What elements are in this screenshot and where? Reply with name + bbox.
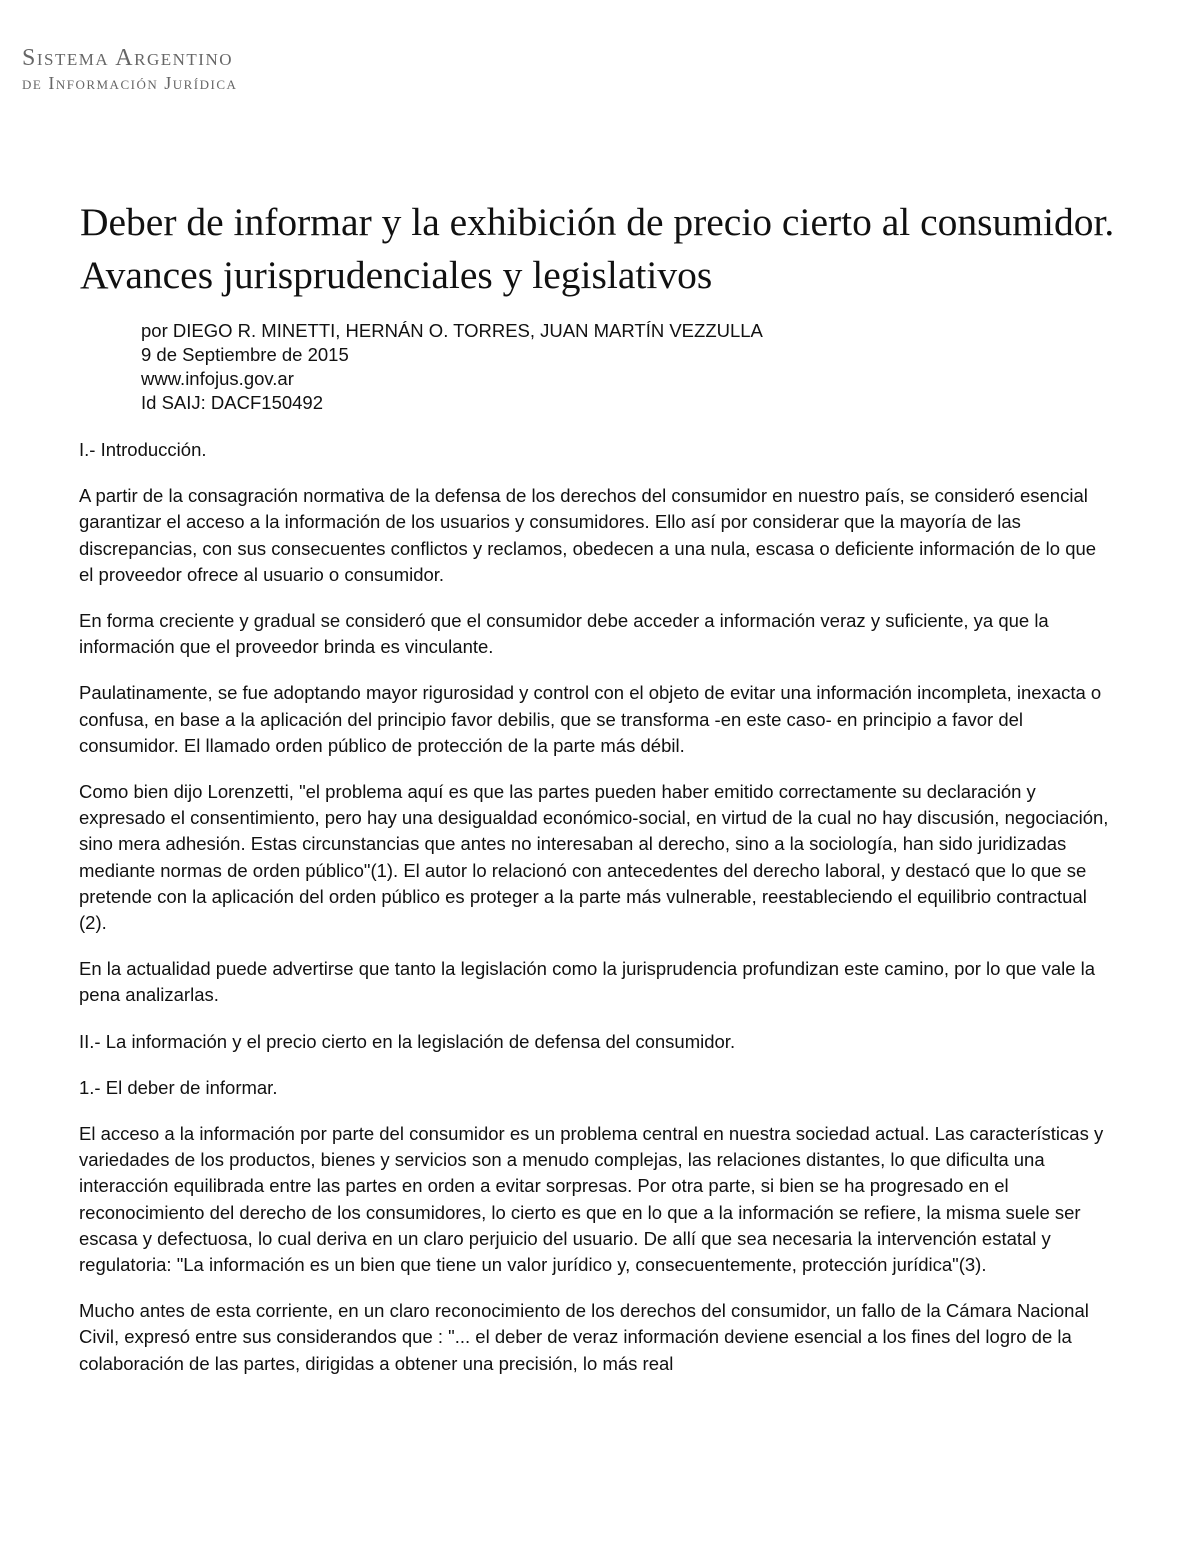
article-title: Deber de informar y la exhibición de precio cierto al consumidor. Avances jurisprudenciales y legislativos (80, 200, 1115, 297)
website-url: www.infojus.gov.ar (141, 368, 294, 389)
authors-line: por DIEGO R. MINETTI, HERNÁN O. TORRES, JUAN MARTÍN VEZZULLA (141, 320, 763, 341)
section-heading-intro: I.- Introducción. (79, 439, 207, 460)
article-meta (141, 319, 763, 415)
paragraph-4: Como bien dijo Lorenzetti, "el problema aquí es que las partes pueden haber emitido correctamente su declaración y expresado el consentimiento, pero hay una desigualdad económico-social, en virtud de la cual no hay discusión, negociación, sino mera adhesión. Estas circunstancias que antes no interesaban al derecho, sino a la sociología, han sido juridizadas mediante normas de orden público"(1). El autor lo relacionó con antecedentes del derecho laboral, y destacó que lo que se pretende con la aplicación del orden público es proteger a la parte más vulnerable, reestableciendo el equilibrio contractual (2). (79, 781, 1109, 934)
article-body (79, 437, 1109, 1397)
saij-logo (22, 44, 237, 94)
paragraph-3: Paulatinamente, se fue adoptando mayor rigurosidad y control con el objeto de evitar una información incompleta, inexacta o confusa, en base a la aplicación del principio favor debilis, que se transforma -en este caso- en principio a favor del consumidor. El llamado orden público de protección de la parte más débil. (79, 682, 1102, 756)
paragraph-6: El acceso a la información por parte del consumidor es un problema central en nuestra sociedad actual. Las características y variedades de los productos, bienes y servicios son a menudo complejas, las relaciones distantes, lo que dificulta una interacción equilibrada entre las partes en orden a evitar sorpresas. Por otra parte, si bien se ha progresado en el reconocimiento del derecho de los consumidores, lo cierto es que en lo que a la información se refiere, la misma suele ser escasa y defectuosa, lo cual deriva en un claro perjuicio del usuario. De allí que sea necesaria la intervención estatal y regulatoria: "La información es un bien que tiene un valor jurídico y, consecuentemente, protección jurídica"(3). (79, 1123, 1104, 1276)
paragraph-7: Mucho antes de esta corriente, en un claro reconocimiento de los derechos del consumidor, un fallo de la Cámara Nacional Civil, expresó entre sus considerandos que : "... el deber de veraz información deviene esencial a los fines del logro de la colaboración de las partes, dirigidas a obtener una precisión, lo más real (79, 1300, 1089, 1374)
paragraph-1: A partir de la consagración normativa de la defensa de los derechos del consumidor en nuestro país, se consideró esencial garantizar el acceso a la información de los usuarios y consumidores. Ello así por considerar que la mayoría de las discrepancias, con sus consecuentes conflictos y reclamos, obedecen a una nula, escasa o deficiente información de lo que el proveedor ofrece al usuario o consumidor. (79, 485, 1097, 585)
logo-line-1: Sistema Argentino (22, 45, 234, 71)
paragraph-5: En la actualidad puede advertirse que tanto la legislación como la jurisprudencia profundizan este camino, por lo que vale la pena analizarlas. (79, 958, 1096, 1006)
subsection-heading-1: 1.- El deber de informar. (79, 1076, 278, 1098)
paragraph-2: En forma creciente y gradual se consideró que el consumidor debe acceder a información veraz y suficiente, ya que la información que el proveedor brinda es vinculante. (79, 610, 1049, 658)
section-heading-2: II.- La información y el precio cierto en la legislación de defensa del consumidor. (79, 1030, 736, 1052)
logo-line-2: de Información Jurídica (22, 73, 238, 93)
saij-id: Id SAIJ: DACF150492 (141, 392, 324, 413)
publication-date: 9 de Septiembre de 2015 (141, 344, 349, 365)
